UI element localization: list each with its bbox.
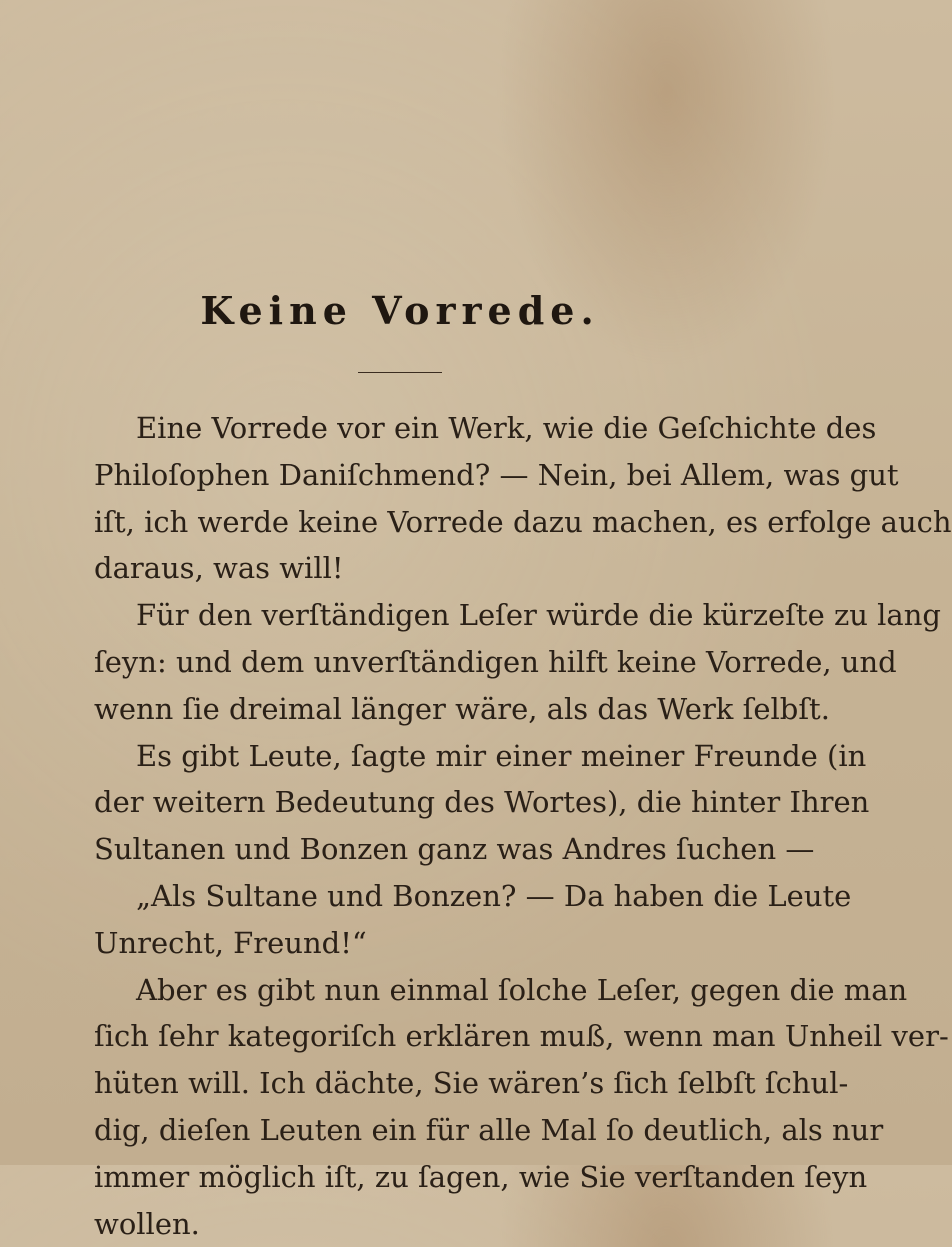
text-line: ſeyn: und dem unverſtändigen hilft keine Vorrede, und — [94, 644, 897, 679]
page-title: Keine Vorrede. — [200, 288, 600, 333]
text-line: Aber es gibt nun einmal ſolche Leſer, gegen die man — [136, 972, 908, 1007]
text-line: Für den verſtändigen Leſer würde die kürzeſte zu lang — [136, 598, 941, 633]
text-line: dig, dieſen Leuten ein für alle Mal ſo deutlich, als nur — [94, 1112, 884, 1147]
paragraph-4 — [94, 873, 852, 967]
text-line: der weitern Bedeutung des Wortes), die hinter Ihren — [94, 785, 870, 820]
text-line: wenn ſie dreimal länger wäre, als das Werk ſelbſt. — [94, 691, 830, 726]
text-line: ſich ſehr kategoriſch erklären muß, wenn man Unheil ver- — [94, 1019, 949, 1054]
text-line: Unrecht, Freund!“ — [94, 925, 367, 960]
paragraph-1 — [94, 405, 952, 592]
paragraph-5 — [94, 967, 949, 1247]
title-divider — [358, 372, 442, 373]
paragraph-2 — [94, 592, 941, 732]
body-text — [94, 405, 952, 1247]
text-line: Philoſophen Daniſchmend? — Nein, bei Allem, was gut — [94, 457, 899, 492]
text-line: Es gibt Leute, ſagte mir einer meiner Freunde (in — [136, 738, 867, 773]
text-line: Eine Vorrede vor ein Werk, wie die Geſchichte des — [136, 411, 877, 445]
paragraph-3 — [94, 733, 870, 873]
text-line: immer möglich iſt, zu ſagen, wie Sie verſtanden ſeyn — [94, 1159, 868, 1194]
text-line: iſt, ich werde keine Vorrede dazu machen, es erfolge auch — [94, 504, 952, 539]
text-line: Sultanen und Bonzen ganz was Andres ſuchen — — [94, 832, 815, 867]
text-line: hüten will. Ich dächte, Sie wären’s ſich ſelbſt ſchul- — [94, 1066, 849, 1101]
text-line: „Als Sultane und Bonzen? — Da haben die Leute — [136, 878, 852, 913]
text-line: wollen. — [94, 1206, 200, 1241]
text-line: daraus, was will! — [94, 551, 344, 586]
